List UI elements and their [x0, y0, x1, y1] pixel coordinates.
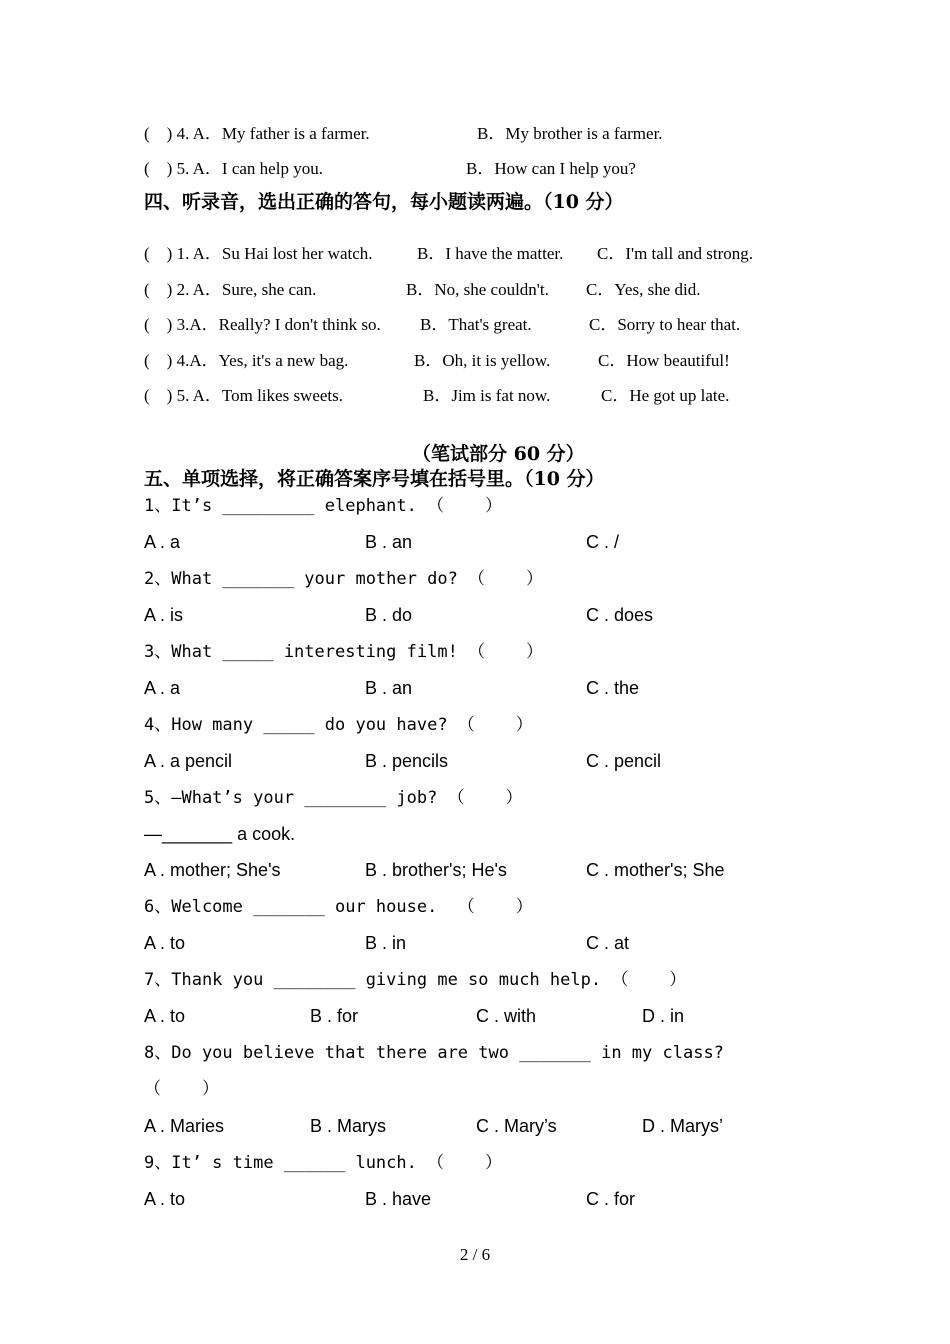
answer-paren: ( [144, 159, 150, 178]
q8-option-a: A . Maries [144, 1116, 225, 1136]
q4-option-b: B . pencils [365, 751, 449, 771]
section-4-item-1-option-b: B．I have the matter. [417, 244, 564, 263]
q9-option-b: B . have [365, 1189, 432, 1209]
section-4-item-1-option-c: C．I'm tall and strong. [597, 244, 754, 263]
section-4-item-4-option-c: C．How beautiful! [598, 351, 730, 370]
section-4-item-3-option-c: C．Sorry to hear that. [589, 315, 741, 334]
q3-option-a: A . a [144, 678, 181, 698]
option-a: ) 4. A．My father is a farmer. [149, 124, 370, 143]
section-4-item-4: ( ) 4.A．Yes, it's a new bag. [144, 351, 349, 370]
question-3: 3、What _____ interesting film! （ ） [144, 642, 543, 662]
q5-option-b: B . brother's; He's [365, 860, 507, 880]
q9-option-a: A . to [144, 1189, 186, 1209]
question-8: 8、Do you believe that there are two _______ in my class? [144, 1043, 724, 1063]
q4-option-a: A . a pencil [144, 751, 233, 771]
section-4-item-3: ( ) 3.A．Really? I don't think so. [144, 315, 381, 334]
q1-option-c: C . / [586, 532, 620, 552]
section-4-item-2-option-c: C．Yes, she did. [586, 280, 701, 299]
q5-option-a: A . mother; She's [144, 860, 281, 880]
q1-option-b: B . an [365, 532, 413, 552]
question-2: 2、What _______ your mother do? （ ） [144, 569, 543, 589]
section-4-item-3-option-b: B．That's great. [420, 315, 532, 334]
q7-option-a: A . to [144, 1006, 186, 1026]
section-4-item-5: ( ) 5. A．Tom likes sweets. [144, 386, 344, 405]
option-a: ) 5. A．I can help you. [149, 159, 323, 178]
q8-option-d: D . Marys’ [642, 1116, 723, 1136]
q4-option-c: C . pencil [586, 751, 662, 771]
section-4-item-2-option-b: B．No, she couldn't. [406, 280, 549, 299]
section-4-item-5-option-b: B．Jim is fat now. [423, 386, 551, 405]
question-7: 7、Thank you ________ giving me so much help. （ ） [144, 970, 687, 990]
question-1: 1、It’s _________ elephant. （ ） [144, 496, 503, 516]
question-6: 6、Welcome _______ our house. （ ） [144, 897, 533, 917]
q6-option-c: C . at [586, 933, 630, 953]
question-5: 5、—What’s your ________ job? （ ） [144, 788, 523, 808]
q6-option-b: B . in [365, 933, 407, 953]
q6-option-a: A . to [144, 933, 186, 953]
q8-option-b: B . Marys [310, 1116, 387, 1136]
q5-option-c: C . mother's; She [586, 860, 725, 880]
question-8-answer-paren: （ ） [144, 1079, 219, 1099]
q3-option-b: B . an [365, 678, 413, 698]
q8-option-c: C . Mary’s [476, 1116, 557, 1136]
q2-option-b: B . do [365, 605, 413, 625]
answer-paren: ( [144, 124, 150, 143]
q7-option-d: D . in [642, 1006, 685, 1026]
q2-option-c: C . does [586, 605, 654, 625]
q2-option-a: A . is [144, 605, 184, 625]
written-part-heading: （笔试部分 60 分） [412, 443, 585, 465]
question-4: 4、How many _____ do you have? （ ） [144, 715, 533, 735]
q7-option-b: B . for [310, 1006, 359, 1026]
listening-item-5 [144, 160, 323, 177]
section-4-item-4-option-b: B．Oh, it is yellow. [414, 351, 551, 370]
q9-option-c: C . for [586, 1189, 636, 1209]
q1-option-a: A . a [144, 532, 181, 552]
section-4-item-5-option-c: C．He got up late. [601, 386, 730, 405]
section-4-item-2: ( ) 2. A．Sure, she can. [144, 280, 317, 299]
question-5-reply: —_______ a cook. [144, 824, 296, 844]
section-5-title: 五、单项选择，将正确答案序号填在括号里。（10 分） [144, 468, 605, 490]
listening-item-4-option-b: B．My brother is a farmer. [477, 124, 663, 143]
listening-item-5-option-b: B．How can I help you? [466, 159, 636, 178]
section-4-item-1: ( ) 1. A．Su Hai lost her watch. [144, 244, 373, 263]
page-number: 2 / 6 [459, 1245, 491, 1264]
q3-option-c: C . the [586, 678, 640, 698]
section-4-title: 四、听录音，选出正确的答句，每小题读两遍。（10 分） [144, 191, 624, 213]
listening-item-4 [144, 125, 370, 142]
q7-option-c: C . with [476, 1006, 537, 1026]
question-9: 9、It’ s time ______ lunch. （ ） [144, 1153, 503, 1173]
